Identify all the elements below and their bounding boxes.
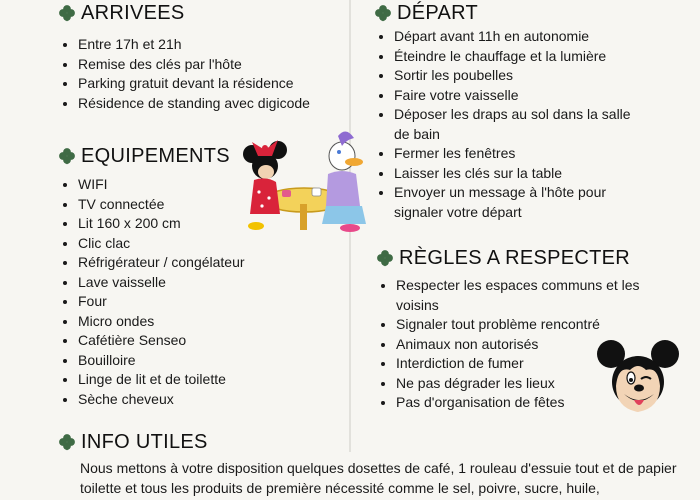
list-item: Sortir les poubelles	[374, 66, 634, 86]
arrivees-heading	[58, 0, 338, 26]
list-item: Laisser les clés sur la table	[374, 164, 634, 184]
list-item: Micro ondes	[58, 312, 338, 332]
arrivees-list	[58, 35, 338, 113]
list-item: Interdiction de fumer	[376, 354, 646, 374]
list-item: Remise des clés par l'hôte	[58, 55, 338, 75]
info-title: INFO UTILES	[81, 430, 208, 453]
list-item: Clic clac	[58, 234, 338, 254]
list-item: Respecter les espaces communs et les voisins	[376, 276, 646, 315]
depart-heading	[374, 0, 684, 26]
clover-icon	[58, 147, 76, 165]
list-item: Ne pas dégrader les lieux	[376, 374, 646, 394]
list-item: Sèche cheveux	[58, 390, 338, 410]
list-item: Linge de lit et de toilette	[58, 370, 338, 390]
list-item: Envoyer un message à l'hôte pour signaler votre départ	[374, 183, 634, 222]
list-item: Pas d'organisation de fêtes	[376, 393, 646, 413]
info-heading	[58, 429, 358, 455]
clover-icon	[376, 249, 394, 267]
list-item: Éteindre le chauffage et la lumière	[374, 47, 634, 67]
info-section	[58, 429, 358, 455]
list-item: Fermer les fenêtres	[374, 144, 634, 164]
clover-icon	[58, 4, 76, 22]
clover-icon	[374, 4, 392, 22]
info-paragraph: Nous mettons à votre disposition quelques dosettes de café, 1 rouleau d'essuie tout et de papier toilette et tous les produits de première nécessité comme le sel, poivre, sucre, huile,	[80, 460, 677, 496]
list-item: Animaux non autorisés	[376, 335, 646, 355]
depart-list	[374, 27, 634, 222]
list-item: Déposer les draps au sol dans la salle de bain	[374, 105, 634, 144]
depart-section	[374, 0, 684, 222]
regles-title: RÈGLES A RESPECTER	[399, 246, 631, 269]
minnie-daisy-illustration	[242, 128, 374, 232]
list-item: Réfrigérateur / congélateur	[58, 253, 338, 273]
list-item: Lit 160 x 200 cm	[58, 214, 338, 234]
arrivees-title: ARRIVEES	[81, 1, 185, 24]
arrivees-section	[58, 0, 338, 113]
list-item: Entre 17h et 21h	[58, 35, 338, 55]
list-item: Signaler tout problème rencontré	[376, 315, 646, 335]
list-item: WIFI	[58, 175, 338, 195]
list-item: Four	[58, 292, 338, 312]
list-item: Faire votre vaisselle	[374, 86, 634, 106]
regles-heading	[376, 245, 686, 271]
list-item: Départ avant 11h en autonomie	[374, 27, 634, 47]
list-item: Lave vaisselle	[58, 273, 338, 293]
mickey-face-illustration	[596, 336, 680, 422]
list-item: TV connectée	[58, 195, 338, 215]
list-item: Résidence de standing avec digicode	[58, 94, 338, 114]
clover-icon	[58, 433, 76, 451]
list-item: Parking gratuit devant la résidence	[58, 74, 338, 94]
equipements-title: EQUIPEMENTS	[81, 144, 230, 167]
list-item: Cafétière Senseo	[58, 331, 338, 351]
depart-title: DÉPART	[397, 1, 479, 24]
list-item: Bouilloire	[58, 351, 338, 371]
